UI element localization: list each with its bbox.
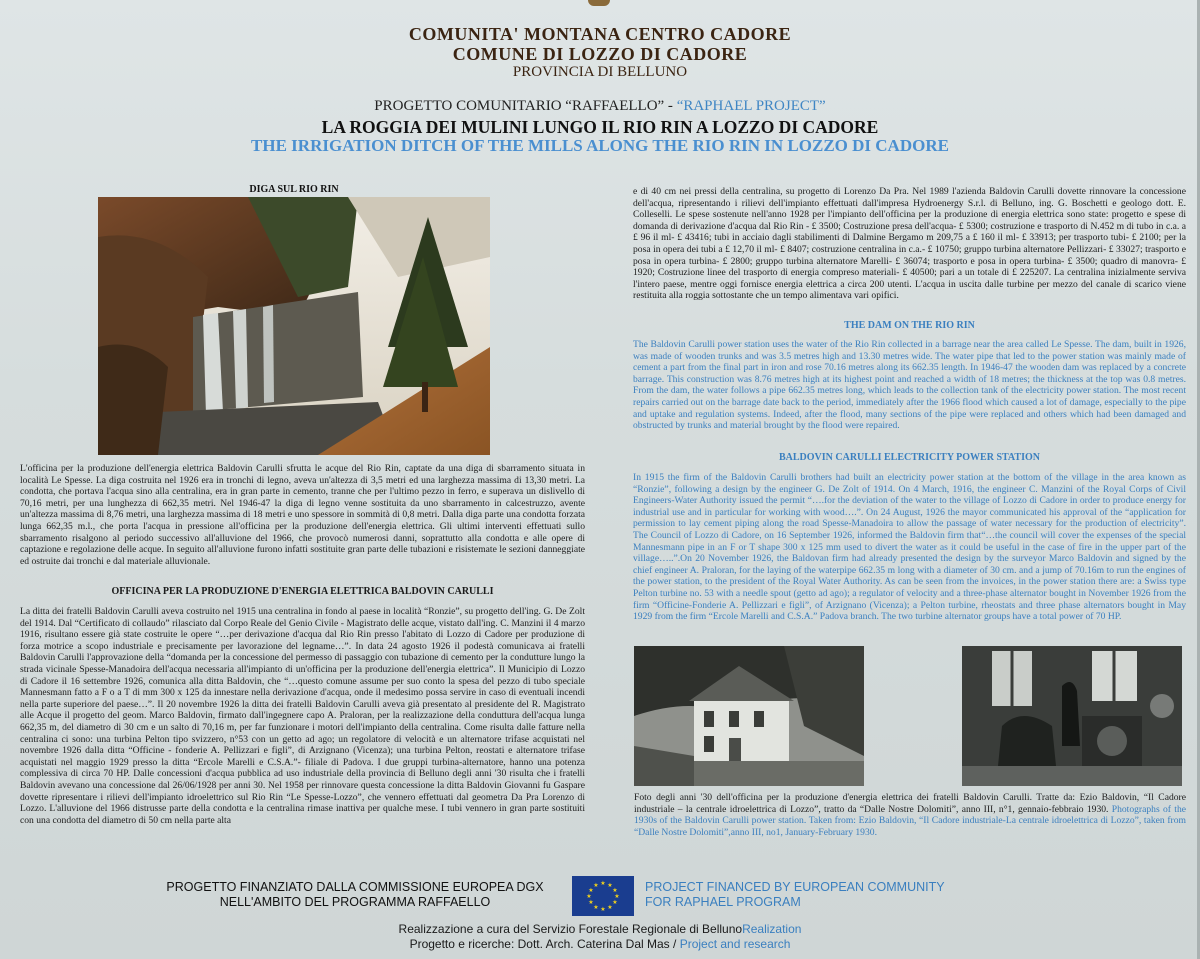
eu-flag-icon (572, 876, 634, 916)
power-station-title-en: BALDOVIN CARULLI ELECTRICITY POWER STATION (779, 452, 1040, 463)
svg-text:★: ★ (612, 887, 618, 894)
svg-text:★: ★ (607, 882, 613, 889)
dam-photo (98, 197, 490, 455)
credit-line-1-en: Realization (742, 922, 802, 936)
power-station-interior-photo (962, 646, 1182, 786)
funding-line-2-it: NELL'AMBITO DEL PROGRAMMA RAFFAELLO (219, 895, 491, 909)
funding-line-1-en: PROJECT FINANCED BY EUROPEAN COMMUNITY (645, 880, 945, 894)
dam-text-en: The Baldovin Carulli power station uses the water of the Rio Rin collected in a barrage near the area called Le Spesse. The dam, built in 1926, was made of wooden trunks and was 3.5 metres high and 13.30 metres wide. The water pipe that led to the power station was mainly made of cement a part from the final part in iron and rose 70.16 metres along its 662.35 length. In 1946-47 the wooden dam was replaced by a concrete barrage. This construction was 8.76 metres high at its highest point and reached a width of 18 metres; the thickness at the top was 0.8 metres. From the dam, the water follows a pipe 662.35 metres long, which leads to the collection tank of the electricity power station. The most recent repairs carried out on the barrage date back to the period, immediately after the 1966 flood which caused a lot of damage, especially to the pipe and uptake and regulation systems. Indeed, after the flood, many sections of the pipe were replaced and others which had been damaged and obstructed by trunks and material brought by the flood were repaired. (633, 339, 1186, 432)
top-ornament (588, 0, 610, 6)
project-title-en: “RAPHAEL PROJECT” (676, 98, 826, 114)
photos-caption-it: Foto degli anni '30 dell'officina per la produzione d'energia elettrica dei fratelli Baldovin Carulli. Tratte da: Ezio Baldovin, “Il Cadore industriale – la centrale idroelettrica di Lozzo”, tratto da “Dalle Nostre Dolomiti”, anno III, n°1, gennaio-febbraio 1930. (634, 792, 1186, 815)
dam-text-it: L'officina per la produzione dell'energia elettrica Baldovin Carulli sfrutta le acque del Rio Rin, captate da una diga di sbarramento situata in località Le Spesse. La diga costruita nel 1926 era in tronchi di legno, aveva un'altezza di 3,5 metri ed una larghezza massima di 13,30 metri. La condotta, che portava l'acqua sino alla centralina, era in gran parte in cemento, tranne che per l'ultimo pezzo in ferro, e superava un dislivello di 70,16 metri, per una lunghezza di 662,35 metri. Nel 1946-47 la diga di legno venne sostituita da uno sbarramento in calcestruzzo, avente un'altezza massima di 8,76 metri, una larghezza massima di 18 metri e uno spessore in sommità di 0,8 metri. Dalla diga parte una condotta forzata lunga 662,35 m.l., che porta l'acqua in pressione all'officina per la produzione dell'energia elettrica. Gli ultimi interventi effettuati sullo sbarramento risalgono al periodo successivo all'alluvione del 1966, che provocò numerosi danni, soprattutto alla condotta e alle opere di captazione e regolazione delle acque. In seguito all'alluvione furono infatti sostituite gran parte delle tubazioni e risistemate le sezioni danneggiate ed ostruite dai tronchi e dal materiale alluvionale. (20, 463, 585, 567)
svg-text:★: ★ (614, 893, 620, 900)
power-station-text-it: La ditta dei fratelli Baldovin Carulli aveva costruito nel 1915 una centralina in fondo al paese in località “Ronzie”, su progetto dell'ing. G. De Zolt del 1914. Dal “Certificato di collaudo” rilasciato dal Corpo Reale del Genio Civile - Magistrato delle acque, vistato dall'ing. C. Manzini il 4 marzo 1916, risultano essere già state costruite le opere “…per derivazione d'acqua dal Rio Rin presso l'abitato di Lozzo di Cadore per produzione di forza motrice a scopo industriale e precisamente per lavorazione del legname…”. In data 24 agosto 1926 il podestà comunicava ai fratelli Baldovin Carulli l'approvazione della “domanda per la concessione del permesso di passaggio con tubazione di cemento per la condutture lungo la strada vicinale Spesse-Manadoira dell'acqua necessaria all'impianto di un'officina per la produzione dell'energia elettrica”. Il Municipio di Lozzo di Cadore il 16 settembre 1926, comunica alla ditta Baldovin, che “…questo comune assume per suo conto la spesa del pezzo di tubo speciale Mannesmann fatto a F o a T di mm 300 x 125 da innestare nella derivazione d'acqua, onde il medesimo possa servire in caso di eventuali incendi nella parte superiore del paese…”. Il 20 novembre 1926 la ditta dei fratelli Baldovin Carulli aveva già presentato al presidente del R. Magistrato alle Acque il progetto del geom. Marco Baldovin, firmato dall'ingegnere capo A. Praloran, per la realizzazione della conduttura dell'acqua lunga 662,35 m, del diametro di 30 cm e un salto di 70,16 m, per far funzionare i motori dell'impianto della centralina. Come risulta dalle fatture nella centralina ci sono: una turbina Pelton tipo svizzero, n°53 con un getto ad ago; un regolatore di velocità e un alternatore trifase acquistati nel novembre 1926 dalla ditta “Officine - fonderie A. Pellizzari e figli”, di Arzignano (Vicenza); una turbina Pelton, reostati e alternatore trifase acquistati nel maggio 1929 presso la ditta “Ercole Marelli e C.S.A.”- filiale di Padova. I due gruppi turbina-alternatore, hanno una potenza complessiva di circa 70 HP. Dalle concessioni d'acqua pubblica ad uso industriale della provincia di Belluno degli anni '30 risulta che i fratelli Baldovin avevano una concessione dal 26/06/1928 per anni 30. Nel 1958 per rinnovare questa concessione la ditta Baldovin Giovanni fu Gaspare dovette ripresentare i rilievi dell'impianto idroelettrico sul Rio Rin “Le Spesse-Lozzo”, che vennero effettuati dal geometra Da Pra Lorenzo di Lozzo. L'alluvione del 1966 distrusse parte della condotta e la centralina rimase inattiva per qualche mese. I tubi vennero in gran parte sostituiti con una condotta del diametro di 50 cm nella parte alta (20, 606, 585, 826)
svg-text:★: ★ (593, 904, 599, 911)
header-line-3: PROVINCIA DI BELLUNO (512, 64, 688, 80)
funding-line-1-it: PROGETTO FINANZIATO DALLA COMMISSIONE EUROPEA DGX (166, 880, 544, 894)
power-station-exterior-photo (634, 646, 864, 786)
power-station-title-it: OFFICINA PER LA PRODUZIONE D'ENERGIA ELETTRICA BALDOVIN CARULLI (111, 586, 494, 597)
svg-text:★: ★ (607, 904, 613, 911)
photos-caption-en: Photographs of the 1930s of the Baldovin Carulli power station. Taken from: Ezio Baldovin, “Il Cadore industriale-La centrale idroelettrica di Lozzo”, taken from “Dalle Nostre Dolomiti”,anno III, no1, January-February 1930. (634, 803, 1186, 838)
project-title (0, 98, 1200, 115)
credit-line-2-it: Progetto e ricerche: Dott. Arch. Caterina Dal Mas / (409, 937, 680, 951)
svg-text:★: ★ (600, 880, 606, 887)
main-title-en: THE IRRIGATION DITCH OF THE MILLS ALONG THE RIO RIN IN LOZZO DI CADORE (251, 136, 949, 155)
photos-caption (634, 792, 1186, 840)
header-line-1: COMUNITA' MONTANA CENTRO CADORE (408, 24, 792, 44)
funding-line-2-en: FOR RAPHAEL PROGRAM (645, 895, 801, 909)
credit-line-2 (0, 937, 1200, 951)
main-title-it: LA ROGGIA DEI MULINI LUNGO IL RIO RIN A LOZZO DI CADORE (321, 117, 879, 137)
svg-text:★: ★ (600, 906, 606, 913)
svg-text:★: ★ (586, 893, 592, 900)
project-title-it: PROGETTO COMUNITARIO “RAFFAELLO” - (374, 98, 677, 114)
credit-line-1 (0, 922, 1200, 936)
funding-text-it (120, 880, 590, 910)
svg-text:★: ★ (612, 899, 618, 906)
svg-text:★: ★ (588, 887, 594, 894)
credit-line-2-en: Project and research (679, 937, 791, 951)
header-line-2: COMUNE DI LOZZO DI CADORE (452, 44, 748, 64)
dam-photo-caption: DIGA SUL RIO RIN (249, 184, 339, 195)
svg-text:★: ★ (588, 899, 594, 906)
dam-title-en: THE DAM ON THE RIO RIN (844, 320, 975, 331)
funding-text-en (645, 880, 1025, 910)
svg-text:★: ★ (593, 882, 599, 889)
power-station-text-en: In 1915 the firm of the Baldovin Carulli brothers had built an electricity power station at the bottom of the village in the area known as “Ronzie”, following a design by the engineer G. De Zolt of 1914. On 4 March, 1916, the engineer C. Manzini of the Royal Corps of Civil Engineers-Water Authority issued the permit “….for the deviation of the water to the village of Lozzo di Cadore in order to produce energy for industrial use and in particular for working with wood….”. On 24 August, 1926 the mayor communicated his approval of the “application for permission to lay cement piping along the road Spesse-Manadoira to allow the passage of water necessary for the production of electricity”. The Council of Lozzo di Cadore, on 16 September 1926, informed the Baldovin firm that“…the council will cover the expenses of the special Mannesmann pipe in an F or T shape 300 x 125 mm used to divert the water as it could be useful in the case of fire in the upper part of the village…..”.On 20 November 1926, the Baldovan firm had already presented the design by the surveyor Marco Baldovin and signed by the chief engineer A. Praloran, for the laying of the waterpipe 662.35 m long with a diameter of 30 cm. and a jump of 70.16m to run the engines of the power station, to the president of the Royal Water Authority. As can be seen from the invoices, in the power station there are: a Swiss type Pelton turbine no. 53 with a needle spout (getto ad ago); a regulator of velocity and a three-phase alternator bought in November 1926 from the firm “Officine-Fonderie A. Pellizzari e figli”, of Arzignano (Vicenza); a Pelton turbine, rheostats and three phase alternators bought in May 1929 from the firm “Ercole Marelli and C.S.A.” Padova branch. The two turbine alternator groups have a total power of 70 HP. (633, 472, 1186, 623)
credit-line-1-it: Realizzazione a cura del Servizio Forestale Regionale di Belluno (398, 922, 743, 936)
costs-text-it: e di 40 cm nei pressi della centralina, su progetto di Lorenzo Da Pra. Nel 1989 l'azienda Baldovin Carulli dovette rinnovare la concessione dell'acqua, ripresentando i rilievi dell'impianto effettuati dall'impresa Hydroenergy S.r.l. di Belluno, ing. G. Boschetti e geologo dott. E. Colleselli. Le spese sostenute nell'anno 1928 per l'impianto dell'officina per la produzione di energia elettrica sono state: progetto e spese di domanda di derivazione d'acqua dal Rio Rin - £ 3500; Costruzione presa dell'acqua- £ 5300; costruzione e trasporto di N.452 m di tubo in c.a. a £ 96 il ml- £ 43416; tubi in acciaio dagli stabilimenti di Dalmine Bergamo m 209,75 a £ 160 il ml- £ 33913; per trasporto tubi- £ 2100; per la posa in opera dei tubi a £ 12,70 il ml- £ 8407; costruzione centralina in c.a.- £ 10750; gruppo turbina alternatore Pellizzari- £ 33027; trasporto e posa in opera turbina- £ 2800; gruppo turbina alternatore Marelli- £ 36074; trasporto e posa in opera turbina- £ 3500; quadro di manovra- £ 1920; Costruzione linee del trasporto di energia compreso materiali- £ 40500; pari a un totale di £ 225207. La centralina inizialmente serviva l'intero paese, mentre oggi fornisce energia elettrica a circa 200 utenti. L'acqua in uscita dalle turbine per mezzo del canale di scarico viene restituita alla roggia sottostante che un tempo alimentava vari opifici. (633, 186, 1186, 302)
